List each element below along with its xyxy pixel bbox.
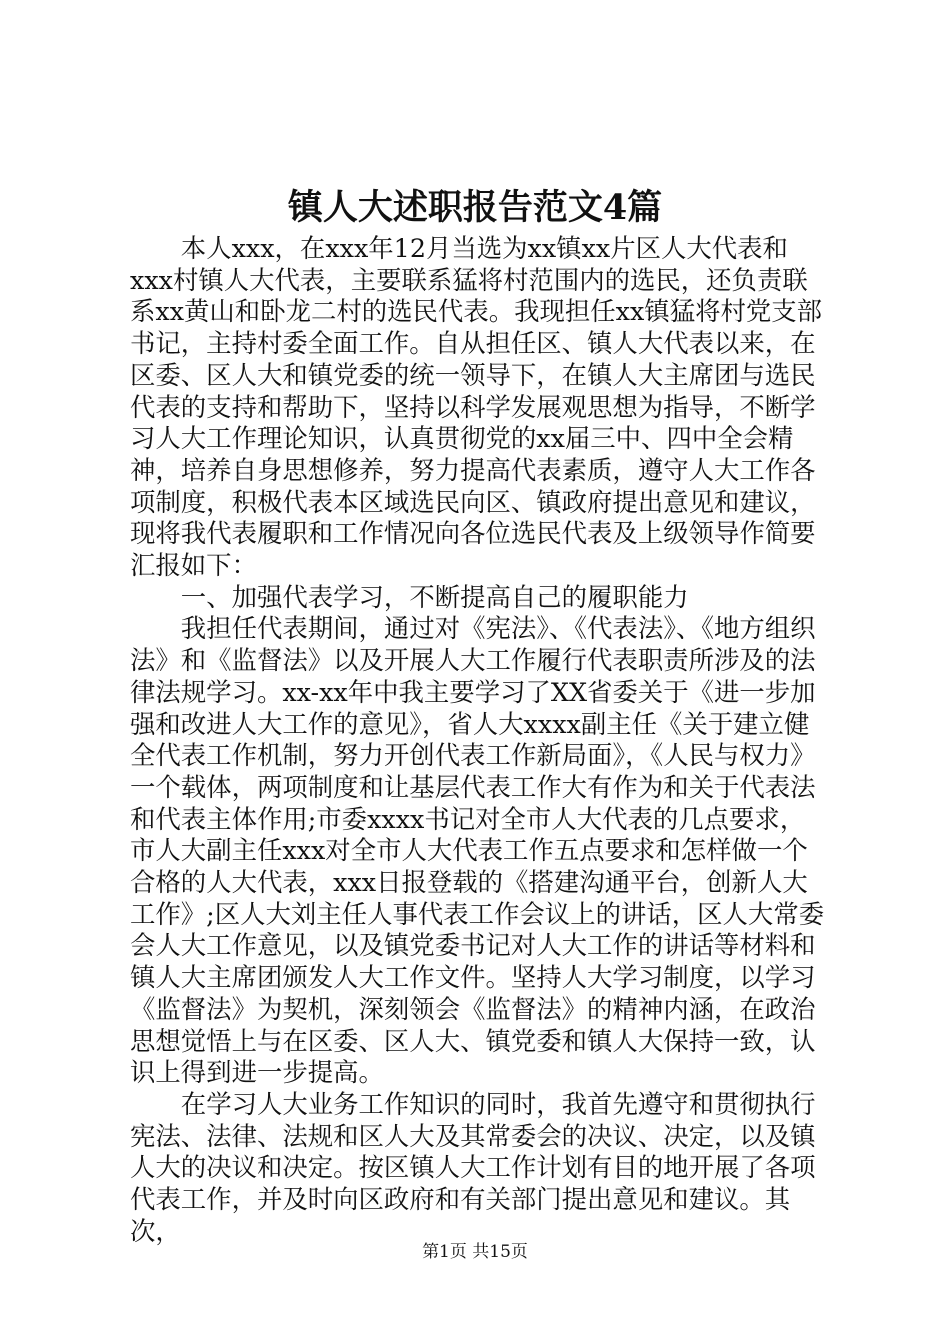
page-footer: 第1页 共15页 — [422, 1242, 528, 1262]
paragraph-study: 我担任代表期间，通过对《宪法》、《代表法》、《地方组织法》和《监督法》以及开展人大工作履行代表职责所涉及的法律法规学习。xx-xx年中我主要学习了XX省委关于《进一步加强和改进人大工作的意见》，省人大xxxx副主任《关于建立健全代表工作机制，努力开创代表工作新局面》，《人民与权力》一个载体，两项制度和让基层代表工作大有作为和关于代表法和代表主体作用;市委xxxx书记对全市人大代表的几点要求，市人大副主任xxx对全市人大代表工作五点要求和怎样做一个合格的人大代表，xxx日报登载的《搭建沟通平台，创新人大工作》;区人大刘主任人事代表工作会议上的讲话，区人大常委会人大工作意见，以及镇党委书记对人大工作的讲话等材料和镇人大主席团颁发人大工作文件。坚持人大学习制度，以学习《监督法》为契机，深刻领会《监督法》的精神内涵，在政治思想觉悟上与在区委、区人大、镇党委和镇人大保持一致，认识上得到进一步提高。 — [130, 613, 825, 1088]
section-heading: 一、加强代表学习，不断提高自己的履职能力 — [180, 581, 689, 612]
document-body — [130, 233, 826, 1248]
paragraph-intro: 本人xxx，在xxx年12月当选为xx镇xx片区人大代表和xxx村镇人大代表，主要联系猛将村范围内的选民，还负责联系xx黄山和卧龙二村的选民代表。我现担任xx镇猛将村党支部书记，主持村委全面工作。自从担任区、镇人大代表以来，在区委、区人大和镇党委的统一领导下，在镇人大主席团与选民代表的支持和帮助下，坚持以科学发展观思想为指导，不断学习人大工作理论知识，认真贯彻党的xx届三中、四中全会精神，培养自身思想修养，努力提高代表素质，遵守人大工作各项制度，积极代表本区域选民向区、镇政府提出意见和建议，现将我代表履职和工作情况向各位选民代表及上级领导作简要汇报如下： — [130, 233, 823, 581]
document-title: 镇人大述职报告范文4篇 — [287, 187, 663, 228]
paragraph-duties: 在学习人大业务工作知识的同时，我首先遵守和贯彻执行宪法、法律、法规和区人大及其常委会的决议、决定，以及镇人大的决议和决定。按区镇人大工作计划有目的地开展了各项代表工作，并及时向区政府和有关部门提出意见和建议。其次， — [130, 1088, 816, 1246]
